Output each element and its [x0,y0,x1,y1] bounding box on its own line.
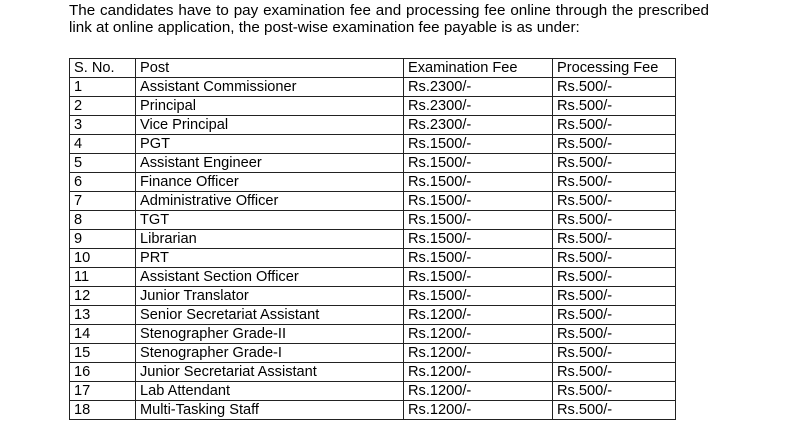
exam-fee-cell: Rs.2300/- [404,116,553,135]
table-row [70,382,676,401]
table-row [70,135,676,154]
table-row [70,211,676,230]
sno-cell: 17 [70,382,136,401]
header-post: Post [136,59,404,78]
post-cell: Librarian [136,230,404,249]
table-row [70,268,676,287]
post-cell: Assistant Commissioner [136,78,404,97]
processing-fee-cell: Rs.500/- [553,116,676,135]
table-header-row [70,59,676,78]
exam-fee-cell: Rs.1200/- [404,306,553,325]
processing-fee-cell: Rs.500/- [553,401,676,420]
intro-paragraph [69,2,709,36]
exam-fee-cell: Rs.1500/- [404,211,553,230]
sno-cell: 16 [70,363,136,382]
processing-fee-cell: Rs.500/- [553,211,676,230]
sno-cell: 4 [70,135,136,154]
table-row [70,325,676,344]
exam-fee-cell: Rs.1500/- [404,154,553,173]
exam-fee-cell: Rs.1200/- [404,344,553,363]
sno-cell: 6 [70,173,136,192]
sno-cell: 11 [70,268,136,287]
processing-fee-cell: Rs.500/- [553,325,676,344]
sno-cell: 18 [70,401,136,420]
processing-fee-cell: Rs.500/- [553,306,676,325]
processing-fee-cell: Rs.500/- [553,268,676,287]
table-row [70,116,676,135]
post-cell: Lab Attendant [136,382,404,401]
exam-fee-cell: Rs.1200/- [404,401,553,420]
processing-fee-cell: Rs.500/- [553,173,676,192]
exam-fee-cell: Rs.1200/- [404,325,553,344]
post-cell: Junior Translator [136,287,404,306]
sno-cell: 13 [70,306,136,325]
exam-fee-cell: Rs.1500/- [404,287,553,306]
sno-cell: 10 [70,249,136,268]
post-cell: PRT [136,249,404,268]
exam-fee-cell: Rs.1200/- [404,363,553,382]
intro-text: The candidates have to pay examination fee and processing fee online through the prescribed link at online application, the post-wise examination fee payable is as under: [69,2,709,36]
header-processing-fee: Processing Fee [553,59,676,78]
exam-fee-cell: Rs.1500/- [404,135,553,154]
processing-fee-cell: Rs.500/- [553,154,676,173]
table-row [70,249,676,268]
table-row [70,306,676,325]
exam-fee-cell: Rs.1500/- [404,249,553,268]
processing-fee-cell: Rs.500/- [553,249,676,268]
post-cell: TGT [136,211,404,230]
processing-fee-cell: Rs.500/- [553,78,676,97]
processing-fee-cell: Rs.500/- [553,382,676,401]
exam-fee-cell: Rs.1500/- [404,230,553,249]
post-cell: Junior Secretariat Assistant [136,363,404,382]
exam-fee-cell: Rs.1500/- [404,268,553,287]
table-row [70,97,676,116]
exam-fee-cell: Rs.1200/- [404,382,553,401]
exam-fee-cell: Rs.2300/- [404,78,553,97]
table-row [70,192,676,211]
sno-cell: 5 [70,154,136,173]
table-row [70,287,676,306]
sno-cell: 2 [70,97,136,116]
table-row [70,363,676,382]
sno-cell: 14 [70,325,136,344]
post-cell: Finance Officer [136,173,404,192]
post-cell: Stenographer Grade-I [136,344,404,363]
post-cell: Administrative Officer [136,192,404,211]
exam-fee-cell: Rs.1500/- [404,192,553,211]
table-row [70,401,676,420]
sno-cell: 7 [70,192,136,211]
header-exam-fee: Examination Fee [404,59,553,78]
processing-fee-cell: Rs.500/- [553,230,676,249]
post-cell: Senior Secretariat Assistant [136,306,404,325]
sno-cell: 1 [70,78,136,97]
processing-fee-cell: Rs.500/- [553,192,676,211]
post-cell: Assistant Section Officer [136,268,404,287]
header-sno: S. No. [70,59,136,78]
sno-cell: 8 [70,211,136,230]
table-row [70,173,676,192]
post-cell: Principal [136,97,404,116]
table-row [70,154,676,173]
processing-fee-cell: Rs.500/- [553,344,676,363]
sno-cell: 12 [70,287,136,306]
exam-fee-cell: Rs.1500/- [404,173,553,192]
post-cell: Stenographer Grade-II [136,325,404,344]
post-cell: Vice Principal [136,116,404,135]
sno-cell: 9 [70,230,136,249]
processing-fee-cell: Rs.500/- [553,363,676,382]
sno-cell: 15 [70,344,136,363]
post-cell: Multi-Tasking Staff [136,401,404,420]
exam-fee-cell: Rs.2300/- [404,97,553,116]
table-row [70,78,676,97]
post-cell: PGT [136,135,404,154]
sno-cell: 3 [70,116,136,135]
processing-fee-cell: Rs.500/- [553,287,676,306]
table-row [70,230,676,249]
fee-table [69,58,676,420]
table-row [70,344,676,363]
processing-fee-cell: Rs.500/- [553,135,676,154]
processing-fee-cell: Rs.500/- [553,97,676,116]
post-cell: Assistant Engineer [136,154,404,173]
